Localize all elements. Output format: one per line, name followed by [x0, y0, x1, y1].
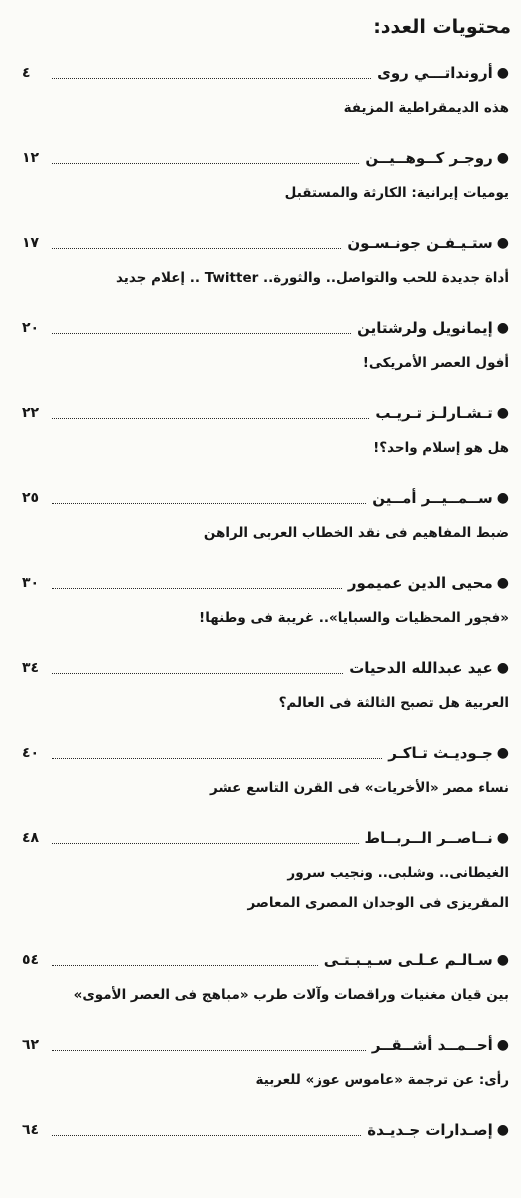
dot-leader	[52, 955, 318, 966]
article-titles	[60, 1070, 509, 1090]
article-title: العربية هل تصبح الثالثة فى العالم؟	[278, 695, 509, 711]
toc-list	[0, 56, 521, 1198]
toc-entry[interactable]	[0, 226, 521, 311]
article-title: نساء مصر «الأخريات» فى القرن التاسع عشر	[210, 780, 509, 796]
toc-author-line	[22, 1115, 509, 1145]
bullet-icon: ●	[496, 830, 509, 846]
dot-leader	[52, 578, 342, 589]
article-titles	[60, 778, 509, 798]
toc-author-line	[22, 653, 509, 683]
author-name: ســمــيــر أمــين	[372, 489, 493, 507]
toc-entry[interactable]	[0, 1113, 521, 1198]
article-title: ضبط المفاهيم فى نقد الخطاب العربى الراهن	[203, 525, 509, 541]
article-titles	[60, 693, 509, 713]
toc-author-line	[22, 483, 509, 513]
page-number: ٣٤	[22, 660, 40, 676]
bullet-icon: ●	[496, 745, 509, 761]
article-titles	[60, 268, 509, 288]
author-name: أروندا‌تـــي روى	[377, 64, 493, 82]
toc-author-line	[22, 1030, 509, 1060]
toc-entry[interactable]	[0, 651, 521, 736]
toc-entry[interactable]	[0, 943, 521, 1028]
bullet-icon: ●	[496, 405, 509, 421]
author-name: تـشـارلـز تـريـب	[375, 404, 493, 422]
dot-leader	[52, 1040, 366, 1051]
author-name: ستـيـفـن جونـسـون	[347, 234, 493, 252]
dot-leader	[52, 68, 371, 79]
article-titles	[60, 353, 509, 373]
bullet-icon: ●	[496, 952, 509, 968]
toc-author-line	[22, 823, 509, 853]
author-name: جـوديـث تـاكـر	[388, 744, 493, 762]
article-title: يوميات إيرانية: الكارثة والمستقبل	[284, 185, 509, 201]
article-titles	[60, 523, 509, 543]
dot-leader	[52, 748, 382, 759]
author-name: إيمانويل ولرشتاين	[357, 319, 493, 337]
page-number: ٤٨	[22, 830, 40, 846]
page-number: ٤	[22, 65, 31, 81]
article-title: بين قيان مغنيات وراقصات وآلات طرب «مباهج فى العصر الأموى»	[73, 987, 509, 1003]
bullet-icon: ●	[496, 150, 509, 166]
toc-entry[interactable]	[0, 311, 521, 396]
page-number: ٢٢	[22, 405, 40, 421]
article-title: أداة جديدة للحب والتواصل.. والثورة.. Twitter .. إعلام جديد	[115, 270, 509, 286]
bullet-icon: ●	[496, 660, 509, 676]
toc-entry[interactable]	[0, 141, 521, 226]
bullet-icon: ●	[496, 235, 509, 251]
page-number: ٦٤	[22, 1122, 40, 1138]
page-number: ٦٢	[22, 1037, 40, 1053]
article-titles	[60, 863, 509, 913]
bullet-icon: ●	[496, 1122, 509, 1138]
dot-leader	[52, 323, 351, 334]
article-titles	[60, 985, 509, 1005]
toc-author-line	[22, 228, 509, 258]
bullet-icon: ●	[496, 65, 509, 81]
page-number: ١٢	[22, 150, 40, 166]
author-name: إصـدارات جـديـدة	[367, 1121, 493, 1139]
toc-entry[interactable]	[0, 821, 521, 943]
toc-entry[interactable]	[0, 1028, 521, 1113]
article-titles	[60, 608, 509, 628]
article-title: هل هو إسلام واحد؟!	[373, 440, 509, 456]
article-titles	[60, 183, 509, 203]
toc-entry[interactable]	[0, 481, 521, 566]
author-name: نــاصــر الــربــاط	[364, 829, 493, 847]
article-titles	[60, 98, 509, 118]
article-title: الغيطانى.. وشلبى.. ونجيب سرور	[287, 865, 509, 881]
toc-author-line	[22, 568, 509, 598]
dot-leader	[52, 663, 343, 674]
author-name: عيد عبدالله الدحيات	[349, 659, 493, 677]
toc-author-line	[22, 143, 509, 173]
author-name: أحــمــد أشــقــر	[371, 1036, 493, 1054]
page-number: ٣٠	[22, 575, 40, 591]
dot-leader	[52, 493, 366, 504]
article-titles	[60, 438, 509, 458]
toc-entry[interactable]	[0, 396, 521, 481]
toc-author-line	[22, 945, 509, 975]
author-name: روجـر كــوهــيــن	[365, 149, 493, 167]
toc-author-line	[22, 738, 509, 768]
dot-leader	[52, 153, 359, 164]
bullet-icon: ●	[496, 1037, 509, 1053]
article-title: رأى: عن ترجمة «عاموس عوز» للعربية	[255, 1072, 509, 1088]
toc-entry[interactable]	[0, 566, 521, 651]
article-title: هذه الديمقراطية المزيفة	[343, 100, 509, 116]
toc-author-line	[22, 398, 509, 428]
page-number: ٢٥	[22, 490, 40, 506]
article-title: المقريزى فى الوجدان المصرى المعاصر	[247, 895, 509, 911]
page-title: محتويات العدد:	[373, 16, 511, 38]
toc-author-line	[22, 313, 509, 343]
page-number: ٢٠	[22, 320, 40, 336]
dot-leader	[52, 833, 359, 844]
bullet-icon: ●	[496, 575, 509, 591]
dot-leader	[52, 238, 341, 249]
page-number: ٥٤	[22, 952, 40, 968]
dot-leader	[52, 1125, 361, 1136]
article-title: «فجور المحظيات والسبايا».. غريبة فى وطنها!	[199, 610, 509, 626]
dot-leader	[52, 408, 369, 419]
article-title: أفول العصر الأمريكى!	[362, 355, 509, 371]
toc-entry[interactable]	[0, 736, 521, 821]
toc-author-line	[22, 58, 509, 88]
author-name: سـالـم عـلـى سـيـبـتـى	[323, 951, 493, 969]
toc-entry[interactable]	[0, 56, 521, 141]
bullet-icon: ●	[496, 490, 509, 506]
author-name: محيى الدين عميمور	[347, 574, 493, 592]
page-number: ٤٠	[22, 745, 40, 761]
page-number: ١٧	[22, 235, 40, 251]
bullet-icon: ●	[496, 320, 509, 336]
